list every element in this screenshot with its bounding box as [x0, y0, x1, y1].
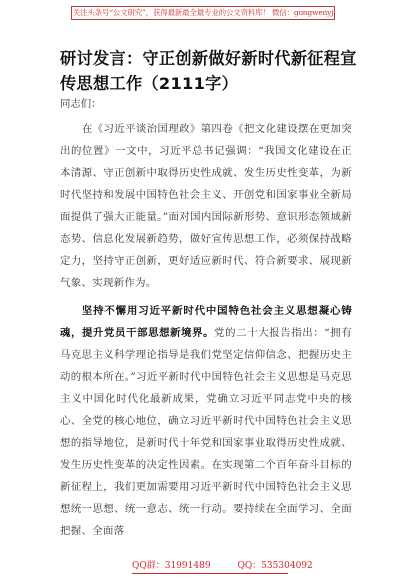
footer-contact: [132, 560, 313, 572]
qq-number: QQ：535304092: [237, 561, 313, 571]
footer-underline: [132, 573, 288, 574]
section-body-text: 党的二十大报告指出：“拥有马克思主义科学理论指导是我们党坚定信仰信念、把握历史主动的根本所在。”习近平新时代中国特色社会主义思想是马克思主义中国化时代化最新成果，党确立习近平同志党中央的核心、全党的核心地位，确立习近平新时代中国特色社会主义思想的指导地位，是新时代十年党和国家事业取得历史性成就、发生历史性变革的决定性因素。在实现第二个百年奋斗目标的新征程上，我们更加需要用习近平新时代中国特色社会主义思想统一思想、统一意志、统一行动。要持续在全面学习、全面把握、全面落: [60, 327, 352, 537]
qq-group-number: QQ群：31991489: [132, 561, 211, 571]
banner-text: 关注头条号“公文研究”，获得最新最全最专业的公文资料库！ 微信：gongwenyj: [72, 8, 334, 17]
section-heading-bold: 坚持不懈用习近平新时代中国特色社会主义思想凝心铸魂，提升党员干部思想新境界。: [60, 305, 352, 339]
top-banner: [71, 6, 335, 20]
paragraph-section-1: [60, 300, 352, 542]
paragraph-intro: 在《习近平谈治国理政》第四卷《把文化建设摆在更加突出的位置》一文中，习近平总书记强调：“我国文化建设在正本清源、守正创新中取得历史性成就、发生历史性变革，为新时代坚持和发展中国特色社会主义、开创党和国家事业全新局面提供了强大正能量。”面对国内国际新形势、意识形态领域新态势、信息化发展新趋势，做好宣传思想工作，必须保持战略定力，坚持守正创新，更好适应新时代、符合新要求、展现新气象、实现新作为。: [60, 123, 352, 289]
document-title: 研讨发言：守正创新做好新时代新征程宣传思想工作（2111字）: [60, 49, 357, 93]
salutation: 同志们：: [60, 98, 102, 110]
document-body: [60, 118, 352, 542]
